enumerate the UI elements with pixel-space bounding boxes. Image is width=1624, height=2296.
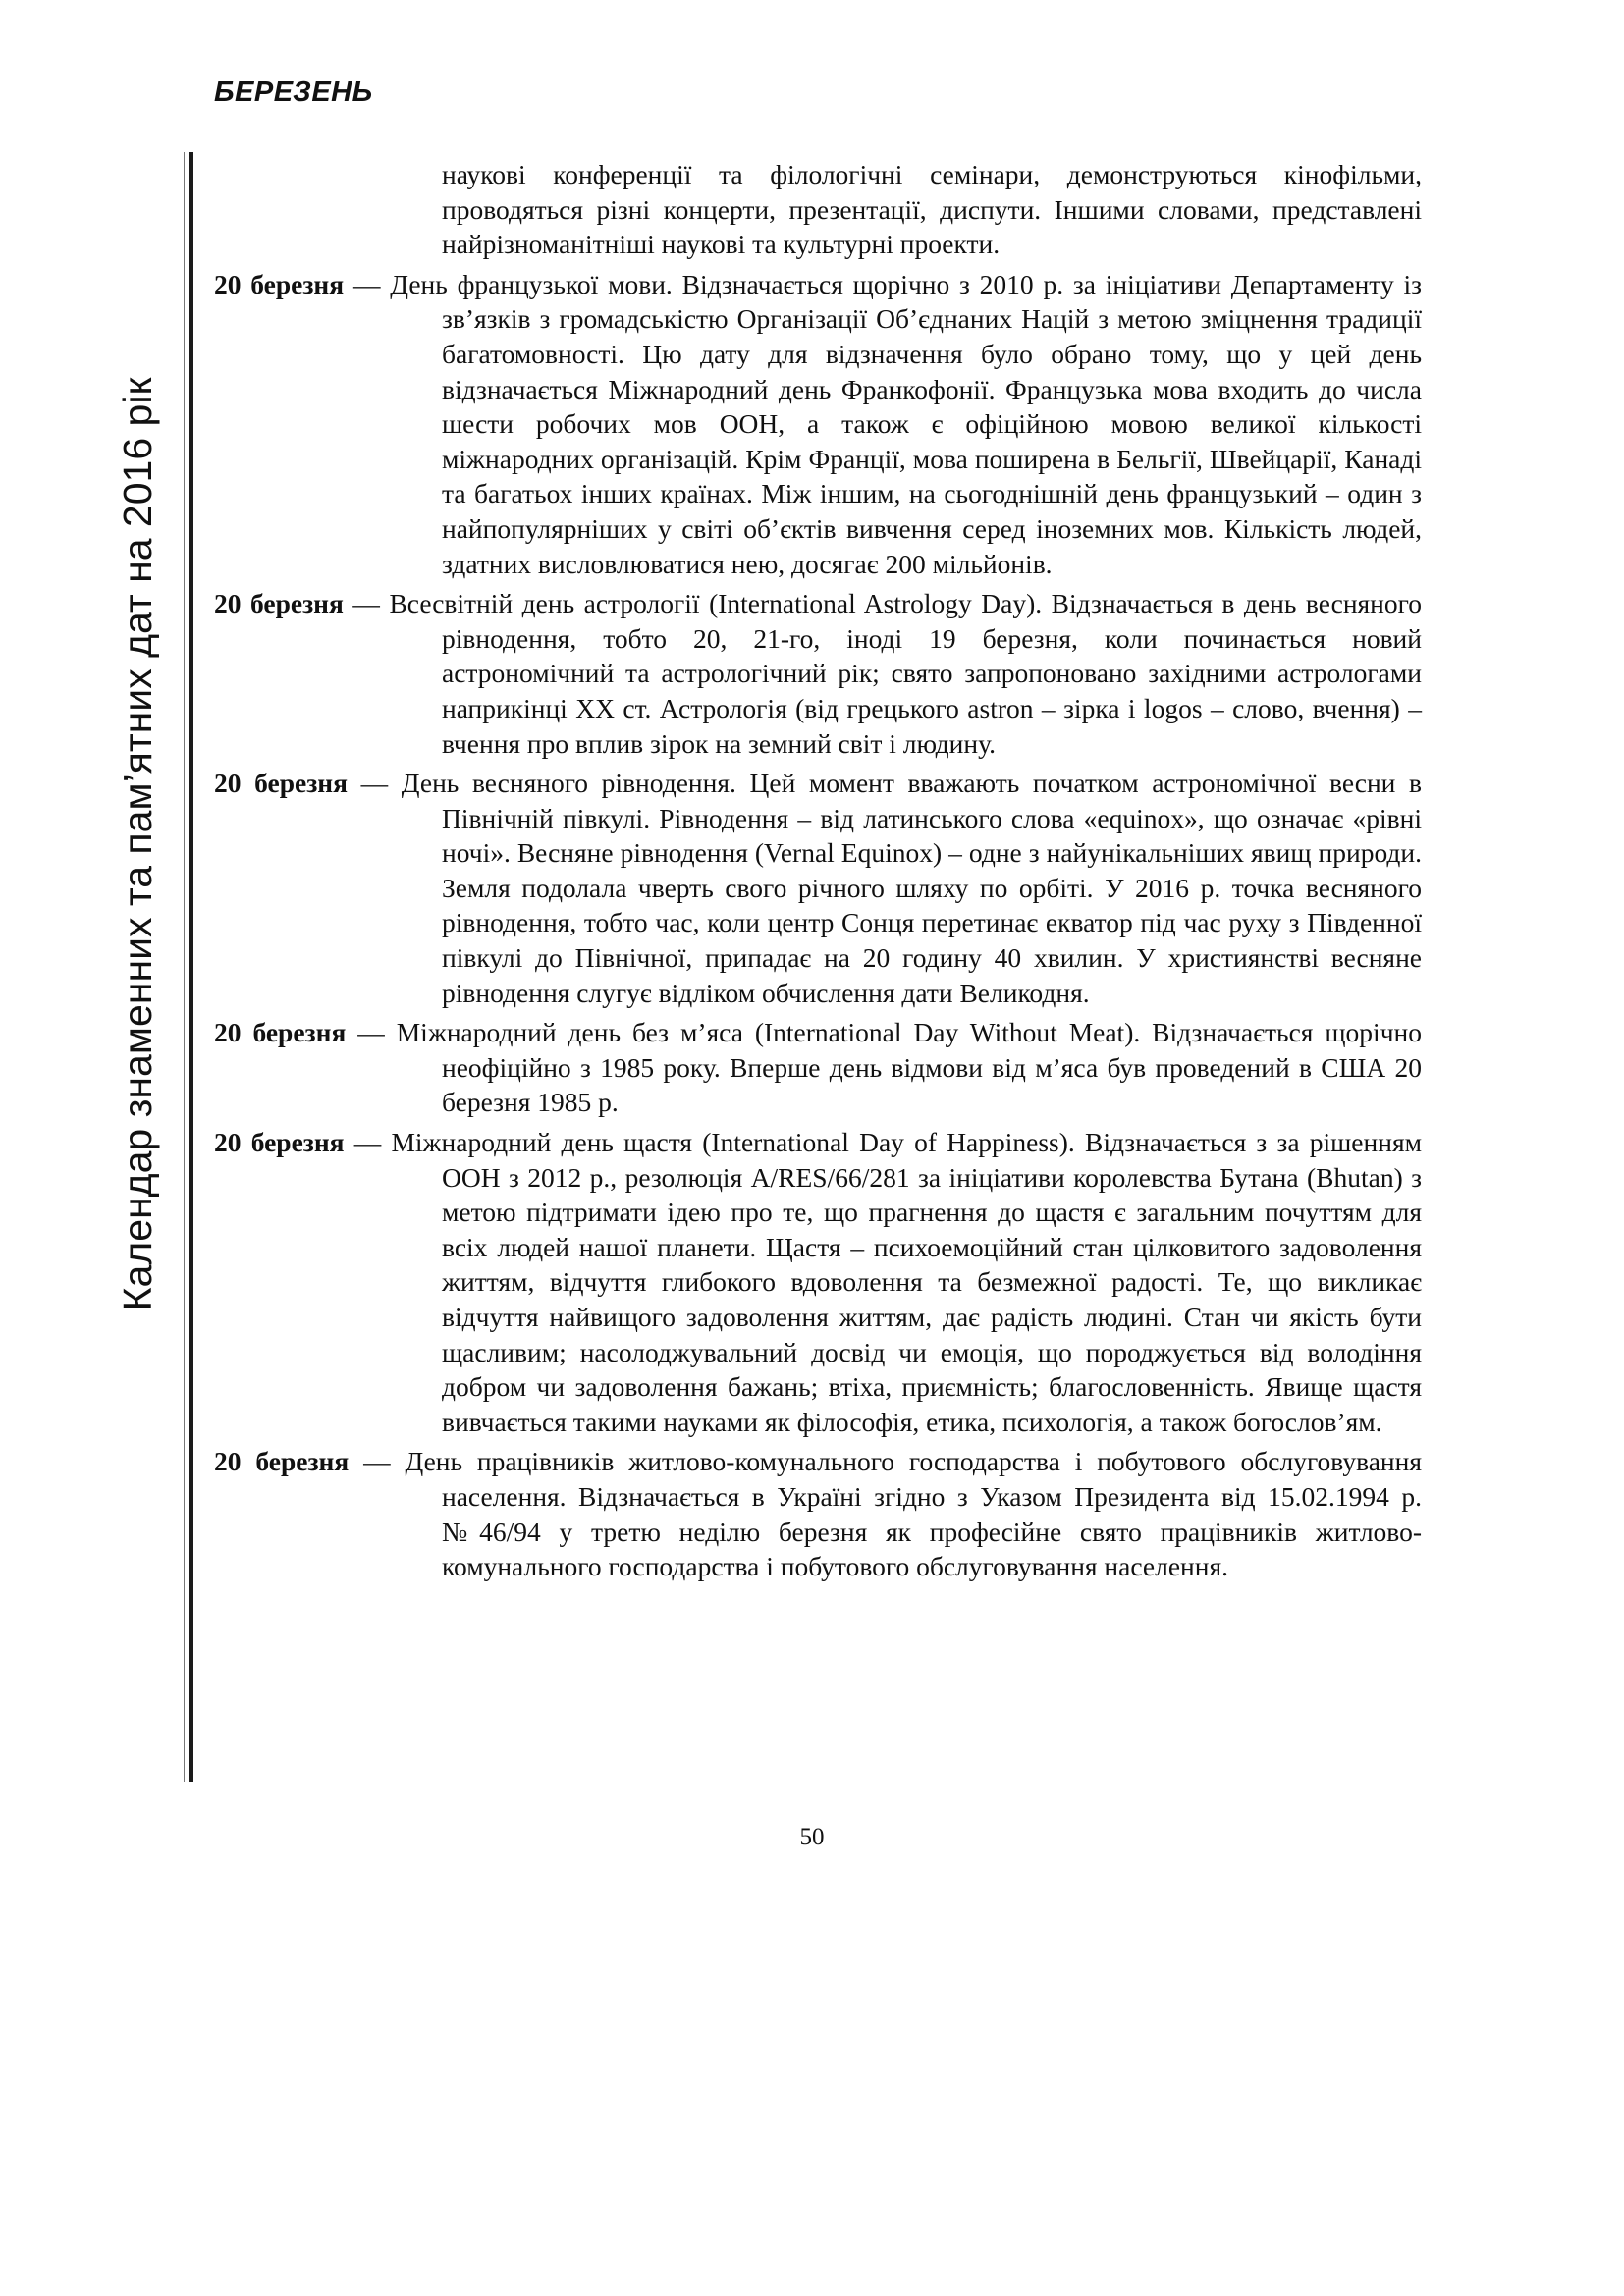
entry-text: Міжнародний день щастя (International Day of Happiness). Відзначається з за рішенням ООН з 2012 р., резолюція A/RES/66/281 за ініціативи королевства Бутана (Bhutan) з метою підтримати ідею про те, що прагнення до щастя є загальним почуттям для всіх людей нашої планети. Щастя – психоемоційний стан цілковитого задоволення життям, відчуття глибокого вдоволення та безмежної радості. Те, що викликає відчуття найвищого задоволення життям, дає радість людині. Стан чи якість бути щасливим; насолоджувальний досвід чи емоція, що породжується від володіння добром чи задоволення бажань; втіха, приємність; благословенність. Явище щастя вивчається такими науками як філософія, етика, психологія, а також богослов’ям. [391, 1127, 1422, 1437]
side-caption: Календар знаменних та пам’ятних дат на 2016 рік [115, 377, 160, 1311]
entry-text: День працівників житлово-комунального господарства і побутового обслуговування населення. Відзначається в Україні згідно з Указом Президента від 15.02.1994 р. №46/94 у третю неділю березня як професійне свято працівників житлово-комунального господарства і побутового обслуговування населення. [405, 1446, 1423, 1582]
calendar-entry [214, 586, 1422, 761]
entry-dash: — [349, 1446, 406, 1477]
entry-date: 20 березня [214, 768, 348, 799]
page-header-title: БЕРЕЗЕНЬ [214, 77, 373, 108]
entry-text: Міжнародний день без м’яса (International Day Without Meat). Відзначається щорічно неофіційно з 1985 року. Вперше день відмови від м’яса був проведений в США 20 березня 1985 р. [396, 1017, 1422, 1118]
entry-dash: — [344, 1127, 392, 1158]
side-caption-container [83, 177, 191, 1512]
calendar-entry [214, 766, 1422, 1010]
entry-date: 20 березня [214, 1127, 345, 1158]
entry-date: 20 березня [214, 1017, 347, 1048]
entry-text: День весняного рівнодення. Цей момент вважають початком астрономічної весни в Північній півкулі. Рівнодення – від латинського слова «equinox», що означає «рівні ночі». Весняне рівнодення (Vernal Equinox) – одне з найунікальніших явищ природи. Земля подолала чверть свого річного шляху по орбіті. У 2016 р. точка весняного рівнодення, тобто час, коли центр Сонця перетинає екватор під час руху з Південної півкулі до Північної, припадає на 20 годину 40 хвилин. У християнстві весняне рівнодення слугує відліком обчислення дати Великодня. [401, 768, 1423, 1008]
calendar-entry [214, 1125, 1422, 1439]
page-number: 50 [799, 1824, 825, 1850]
intro-paragraph: наукові конференції та філологічні семінари, демонструються кінофільми, проводяться різні концерти, презентації, диспути. Іншими словами, представлені найрізноманітніші наукові та культурні проекти. [442, 159, 1422, 260]
entry-dash: — [348, 768, 402, 799]
document-body [214, 157, 1422, 1589]
entry-dash: — [344, 268, 391, 299]
entry-dash: — [346, 1017, 397, 1048]
entry-text: Всесвітній день астрології (International Astrology Day). Відзначається в день весняного рівнодення, тобто 20, 21-го, іноді 19 березня, коли починається новий астрономічний та астрологічний рік; свято запропоновано західними астрологами наприкінці XX ст. Астрологія (від грецького astron – зірка і logos – слово, вчення) – вчення про вплив зірок на земний світ і людину. [389, 588, 1422, 759]
calendar-entry [214, 267, 1422, 581]
entry-date: 20 березня [214, 268, 345, 299]
entry-text: День французької мови. Відзначається щорічно з 2010 р. за ініціативи Департаменту із зв’язків з громадськістю Організації Об’єднаних Націй з метою зміцнення традиції багатомовності. Цю дату для відзначення було обрано тому, що у цей день відзначається Міжнародний день Франкофонії. Французька мова входить до числа шести робочих мов ООН, а також є офіційною мовою великої кількості міжнародних організацій. Крім Франції, мова поширена в Бельгії, Швейцарії, Канаді та багатьох інших країнах. Між іншим, на сьогоднішній день французький – один з найпопулярніших у світі об’єктів вивчення серед іноземних мов. Кількість людей, здатних висловлюватися нею, досягає 200 мільйонів. [390, 268, 1422, 579]
entry-dash: — [343, 588, 390, 619]
calendar-entry [214, 1444, 1422, 1583]
entry-date: 20 березня [214, 588, 344, 619]
calendar-entry [214, 1015, 1422, 1120]
entry-date: 20 березня [214, 1446, 350, 1477]
